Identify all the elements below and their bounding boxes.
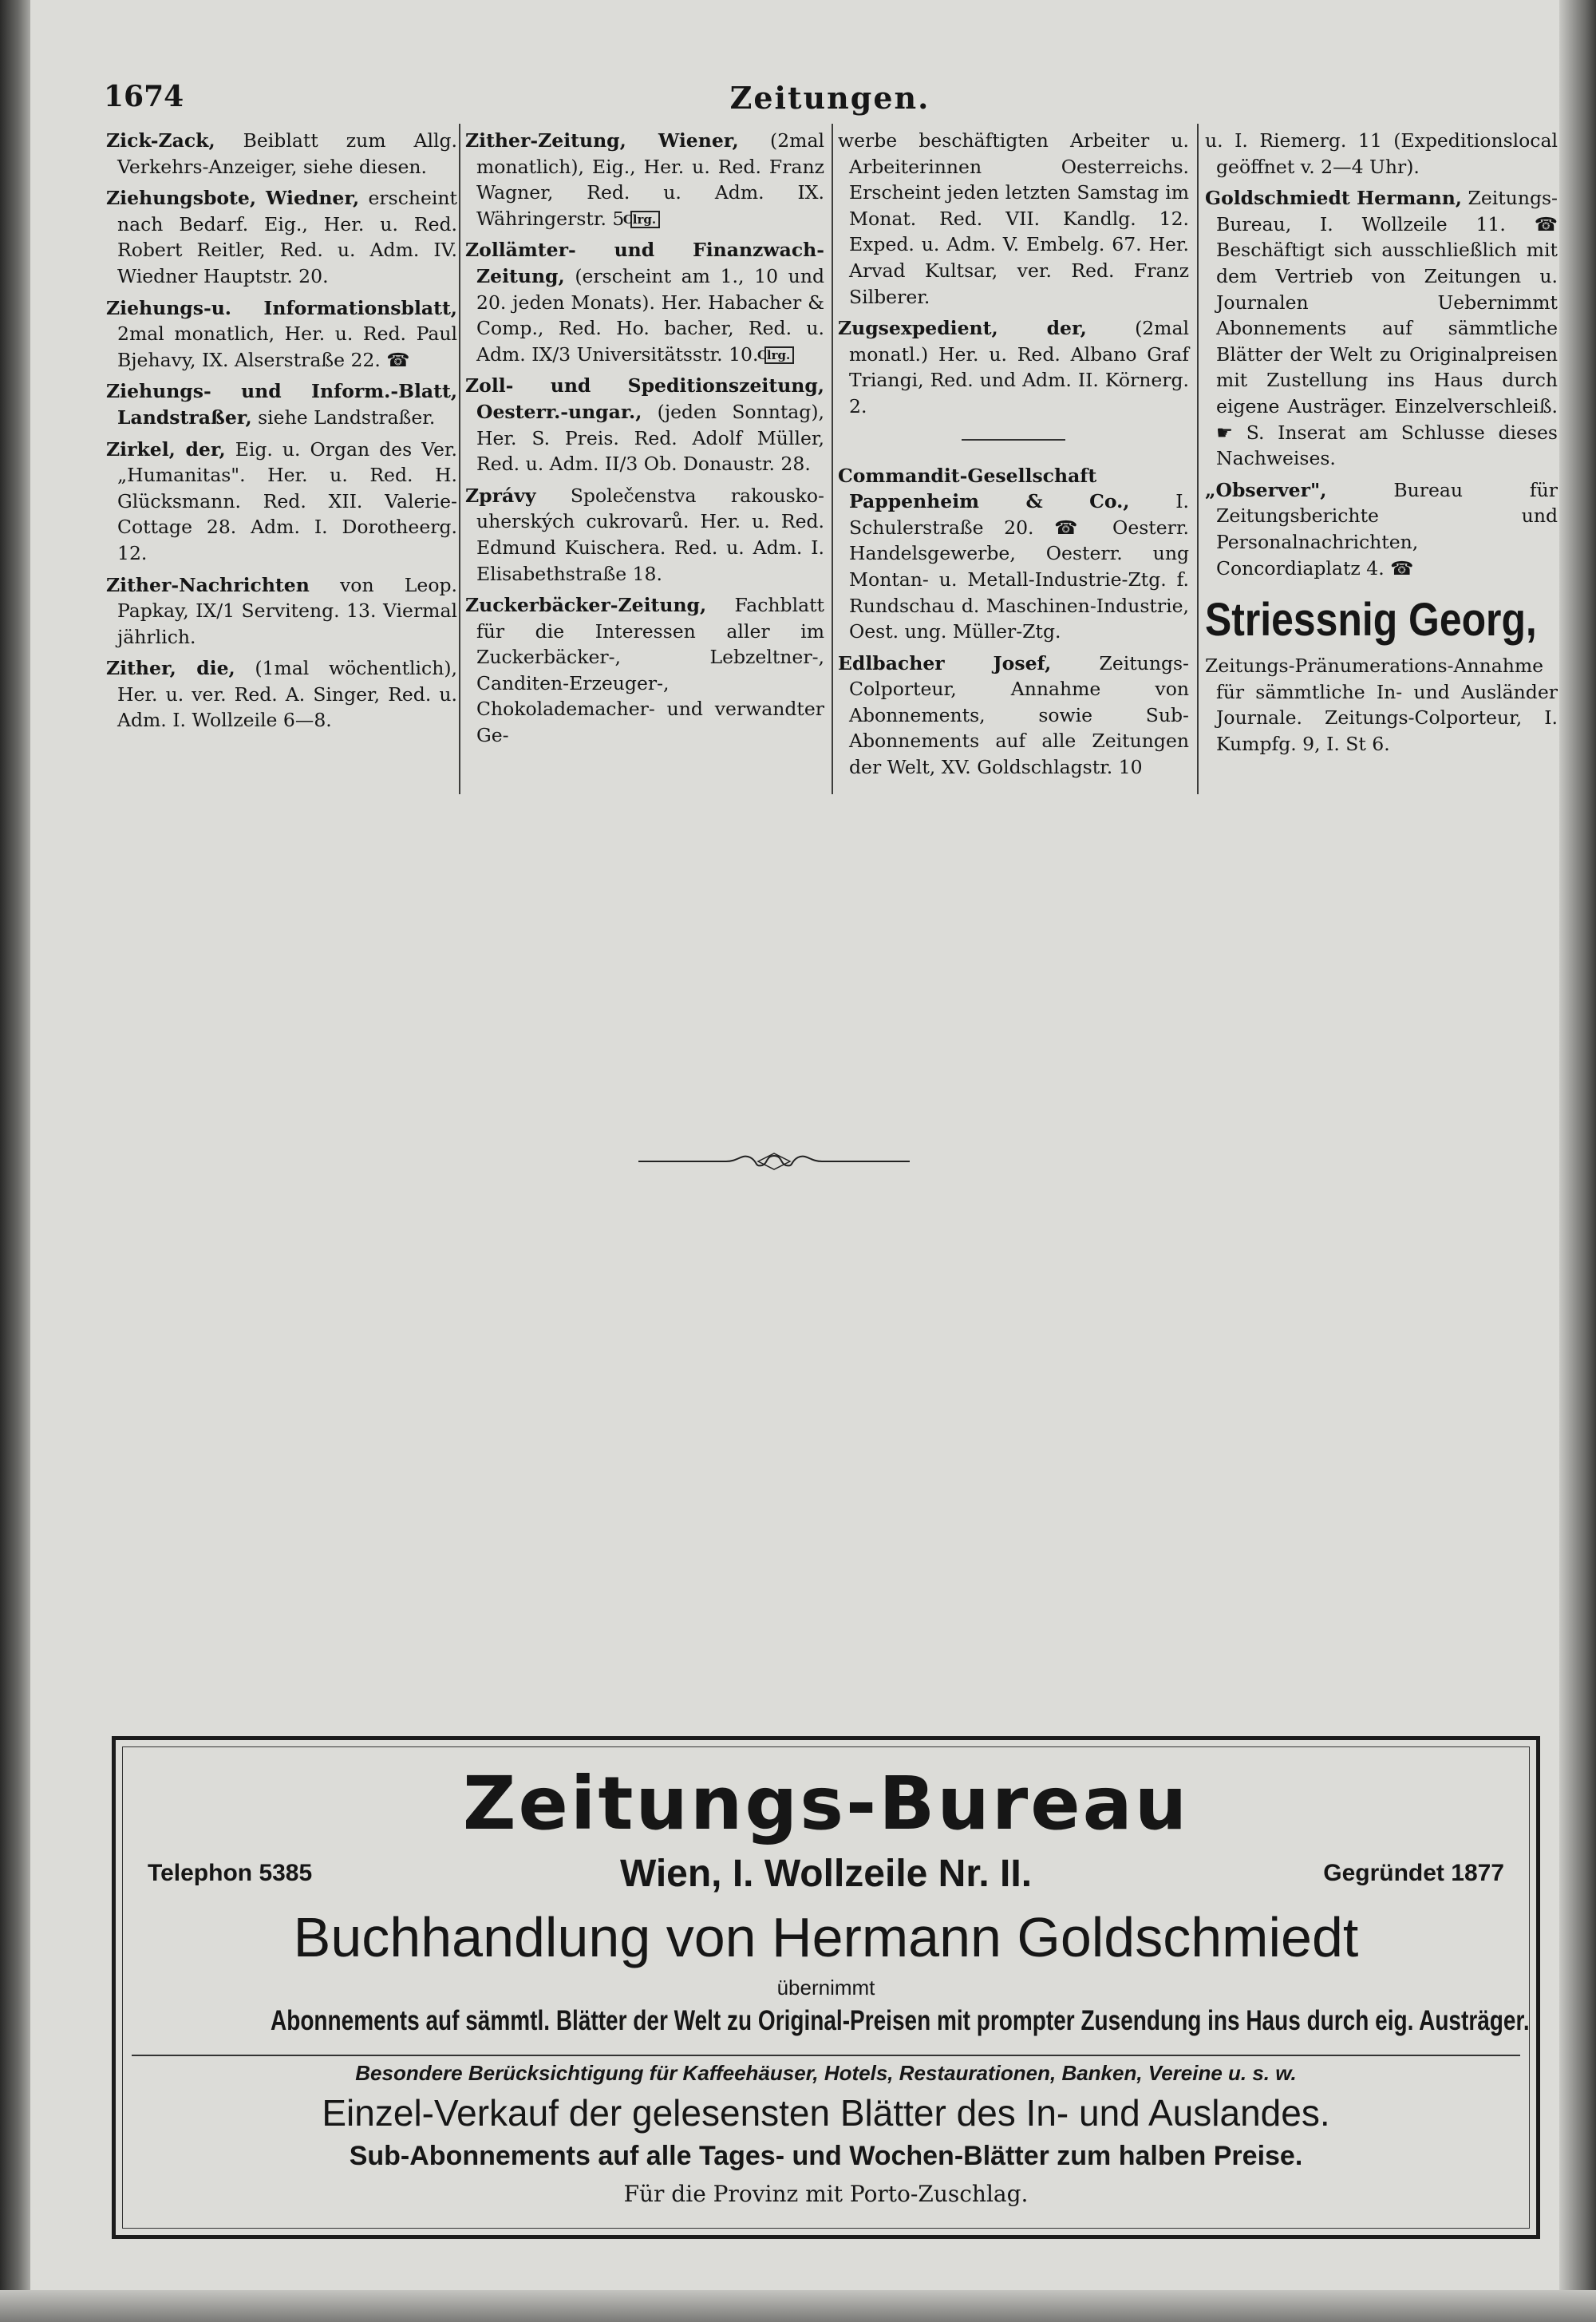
entry-text: I. Schulerstraße 20. ☎ Oesterr. Handelsgewerbe, Oesterr. ung Montan- u. Metall-Industrie-Ztg. f. Rundschau d. Maschinen-Industrie, Oest. ung. Müller-Ztg. [849, 490, 1189, 643]
entry-text: Zeitungs-Colporteur, Annahme von Abonnements, sowie Sub-Abonnements auf alle Zeitungen der Welt, XV. Goldschlagstr. 10 [849, 651, 1189, 779]
entry-text: Zeitungs-Bureau, I. Wollzeile 11. ☎ Beschäftigt sich ausschließlich mit dem Vertrieb von Zeitungen u. Journalen Uebernimmt Abonnements auf sämmtliche Blätter der Welt zu Originalpreisen mit Zustellung ins Haus durch eigene Austräger. Einzelverschleiß. ☛ S. Inserat am Schlusse dieses Nachweises. [1216, 187, 1558, 470]
directory-entry [838, 315, 1189, 419]
entry-name: Goldschmiedt Hermann, [1205, 187, 1462, 210]
directory-entry [465, 373, 824, 477]
entry-text: siehe Landstraßer. [258, 405, 436, 429]
advert-phone: Telephon 5385 [148, 1860, 313, 1886]
directory-entry [1205, 653, 1558, 757]
entry-text: von Leop. Papkay, IX/1 Serviteng. 13. Viermal jährlich. [117, 573, 457, 648]
directory-entry [106, 295, 457, 374]
page-edge-right [1559, 0, 1596, 2322]
entry-text: erscheint nach Bedarf. Eig., Her. u. Red. Robert Reitler, Red. u. Adm. IV. Wiedner Hauptstr. 20. [117, 187, 457, 287]
column-rule [459, 124, 460, 794]
entry-name: Zollämter- und Finanzwach-Zeitung, [465, 239, 824, 287]
entry-text: Společenstva rakousko-uherských cukrovarů. Her. u. Red. Edmund Kuischera. Red. u. Adm. I. Elisabethstraße 18. [476, 484, 824, 585]
advert-title: Zeitungs-Bureau [462, 1761, 1190, 1846]
directory-entry [465, 128, 824, 231]
clearing-badge: Clrg. [630, 211, 660, 228]
directory-entry [106, 378, 457, 430]
entry-text: (2mal monatlich), Eig., Her. u. Red. Franz Wagner, Red. u. Adm. IX. Währingerstr. 5 [476, 129, 824, 230]
entry-text: Eig. u. Organ des Ver. „Humanitas". Her. u. Red. H. Glücksmann. Red. XII. Valerie-Cottage 28. Adm. I. Dorotheerg. 12. [117, 437, 457, 564]
entry-name: Ziehungsbote, Wiedner, [106, 187, 360, 210]
entry-text: Fachblatt für die Interessen aller im Zuckerbäcker-, Lebzeltner-, Canditen-Erzeuger-, Chokolademacher- und verwandter Ge- [476, 594, 824, 747]
advert-subscriptions: Abonnements auf sämmtl. Blätter der Welt zu Original-Preisen mit prompter Zusendung ins Haus durch eig. Austräger. [271, 2005, 1530, 2036]
directory-entry [465, 483, 824, 587]
running-title: Zeitungen. [729, 80, 930, 116]
entry-name: Edlbacher Josef, [838, 651, 1052, 674]
entry-name: Zick-Zack, [106, 129, 215, 152]
entry-text: 2mal monatlich, Her. u. Red. Paul Bjehavy, IX. Alserstraße 22. ☎ [117, 322, 457, 371]
entry-name: Zprávy [465, 484, 536, 507]
page-edge-bottom [0, 2290, 1596, 2322]
entry-name-large: Striessnig Georg, [1205, 594, 1537, 647]
book-binding-shadow [0, 0, 30, 2322]
advert-province-note: Für die Provinz mit Porto-Zuschlag. [623, 2181, 1029, 2207]
advert-contact-row [116, 1852, 1536, 1895]
directory-entry [1205, 185, 1558, 472]
directory-entry [1205, 128, 1558, 180]
entry-text: u. I. Riemerg. 11 (Expeditionslocal geöffnet v. 2—4 Uhr). [1205, 129, 1558, 178]
column-rule [1197, 124, 1199, 794]
directory-entry [838, 128, 1189, 310]
directory-column-4 [1205, 128, 1558, 762]
page-number: 1674 [104, 80, 184, 113]
advert-single-sale: Einzel-Verkauf der gelesensten Blätter des In- und Auslandes. [322, 2092, 1330, 2134]
directory-entry [1205, 477, 1558, 581]
advert-founded: Gegründet 1877 [1323, 1860, 1504, 1886]
column-rule [832, 124, 833, 794]
entry-text: (jeden Sonntag), Her. S. Preis. Red. Adolf Müller, Red. u. Adm. II/3 Ob. Donaustr. 28. [476, 400, 824, 476]
entry-name: Zither-Nachrichten [106, 573, 310, 596]
directory-column-1 [106, 128, 457, 739]
entry-text: (1mal wöchentlich), Her. u. ver. Red. A. Singer, Red. u. Adm. I. Wollzeile 6—8. [117, 657, 457, 732]
clearing-badge: Clrg. [764, 346, 794, 364]
entry-separator [962, 439, 1065, 441]
entry-text: Beiblatt zum Allg. Verkehrs-Anzeiger, siehe diesen. [117, 129, 457, 178]
advert-divider [132, 2055, 1520, 2056]
entry-text: Zeitungs-Pränumerations-Annahme für sämmtliche In- und Ausländer Journale. Zeitungs-Colporteur, I. Kumpfg. 9, I. St 6. [1205, 655, 1558, 755]
advert-address: Wien, I. Wollzeile Nr. II. [619, 1853, 1033, 1895]
directory-entry [106, 655, 457, 734]
entry-text: werbe beschäftigten Arbeiter u. Arbeiterinnen Oesterreichs. Erscheint jeden letzten Samstag im Monat. Red. VII. Kandlg. 12. Exped. u. Adm. V. Embelg. 67. Her. Arvad Kultsar, ver. Red. Franz Silberer. [838, 129, 1189, 308]
directory-entry [465, 592, 824, 749]
directory-entry [106, 437, 457, 567]
entry-text: (erscheint am 1., 10 und 20. jeden Monats). Her. Habacher & Comp., Red. Ho. bacher, Red. u. Adm. IX/3 Universitätsstr. 10. [476, 264, 824, 366]
entry-name: Zoll- und Speditionszeitung, Oesterr.-ungar., [465, 374, 824, 423]
ornament-divider [638, 1149, 910, 1173]
directory-entry [106, 185, 457, 289]
entry-name: Ziehungs- und Inform.-Blatt, Landstraßer, [106, 380, 457, 429]
advertisement-box [112, 1736, 1540, 2239]
entry-name: Commandit-Gesellschaft Pappenheim & Co., [838, 464, 1130, 513]
entry-name: Zuckerbäcker-Zeitung, [465, 594, 707, 617]
advert-half-price: Sub-Abonnements auf alle Tages- und Wochen-Blätter zum halben Preise. [349, 2141, 1303, 2171]
entry-text: Bureau für Zeitungsberichte und Personalnachrichten, Concordiaplatz 4. ☎ [1216, 478, 1558, 580]
entry-name: Zirkel, der, [106, 437, 226, 461]
entry-name: „Observer", [1205, 478, 1327, 501]
advert-special-note: Besondere Berücksichtigung für Kaffeehäuser, Hotels, Restaurationen, Banken, Vereine u. s. w. [355, 2061, 1297, 2085]
directory-entry [838, 651, 1189, 781]
entry-name: Zugsexpedient, der, [838, 317, 1087, 340]
entry-name: Zither-Zeitung, Wiener, [465, 129, 739, 152]
advert-firm-name: Buchhandlung von Hermann Goldschmiedt [293, 1906, 1359, 1968]
directory-entry [106, 128, 457, 180]
directory-entry [106, 572, 457, 651]
advert-takes-over: übernimmt [776, 1976, 875, 2000]
directory-column-2 [465, 128, 824, 754]
directory-entry [838, 463, 1189, 645]
entry-name: Ziehungs-u. Informationsblatt, [106, 296, 457, 319]
directory-column-3 [838, 128, 1189, 786]
entry-name: Zither, die, [106, 657, 235, 680]
entry-text: (2mal monatl.) Her. u. Red. Albano Graf Triangi, Red. und Adm. II. Körnerg. 2. [849, 317, 1189, 417]
directory-entry [465, 237, 824, 367]
page-header [104, 80, 1556, 128]
